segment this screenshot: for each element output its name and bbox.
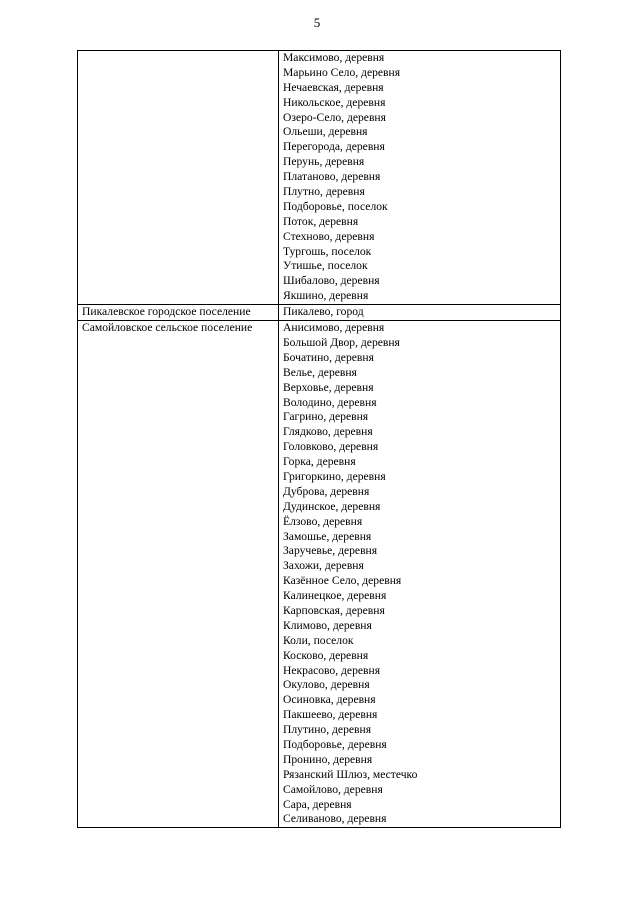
locality-item: Осиновка, деревня — [283, 693, 376, 707]
locality-item: Заручевье, деревня — [283, 544, 378, 558]
locality-item: Перегорода, деревня — [283, 140, 385, 154]
municipality-cell: Пикалевское городское поселение — [78, 305, 279, 321]
locality-item: Горка, деревня — [283, 455, 356, 469]
table-row — [78, 321, 561, 828]
locality-item: Плутно, деревня — [283, 185, 365, 199]
locality-item: Косково, деревня — [283, 648, 369, 662]
locality-item: Захожи, деревня — [283, 559, 364, 573]
locality-item: Ольеши, деревня — [283, 125, 368, 139]
locality-item: Анисимово, деревня — [283, 321, 385, 335]
municipality-cell: Самойловское сельское поселение — [78, 321, 279, 828]
locality-item: Замошье, деревня — [283, 529, 372, 543]
locality-item: Велье, деревня — [283, 365, 357, 379]
locality-item: Сара, деревня — [283, 797, 352, 811]
locality-list — [283, 321, 560, 827]
locality-item: Якшино, деревня — [283, 289, 369, 303]
locality-item: Гагрино, деревня — [283, 410, 369, 424]
locality-item: Глядково, деревня — [283, 425, 373, 439]
locality-item: Селиваново, деревня — [283, 812, 387, 826]
locality-item: Окулово, деревня — [283, 678, 370, 692]
table-row — [78, 305, 561, 321]
settlements-table — [77, 50, 561, 828]
locality-item: Плутино, деревня — [283, 723, 372, 737]
locality-item: Коли, поселок — [283, 633, 354, 647]
table-row — [78, 51, 561, 305]
locality-item: Некрасово, деревня — [283, 663, 381, 677]
locality-item: Казённое Село, деревня — [283, 574, 402, 588]
locality-item: Самойлово, деревня — [283, 782, 383, 796]
locality-item: Дудинское, деревня — [283, 499, 381, 513]
locality-item: Рязанский Шлюз, местечко — [283, 767, 418, 781]
locality-item: Тургошь, поселок — [283, 244, 372, 258]
locality-item: Пронино, деревня — [283, 752, 373, 766]
locality-item: Шибалово, деревня — [283, 274, 380, 288]
locality-list — [283, 51, 560, 304]
locality-item: Карповская, деревня — [283, 603, 385, 617]
municipality-cell — [78, 51, 279, 305]
locality-item: Марьино Село, деревня — [283, 65, 401, 79]
localities-cell — [279, 305, 561, 321]
locality-item: Утишье, поселок — [283, 259, 368, 273]
locality-item: Максимово, деревня — [283, 51, 385, 64]
locality-item: Поток, деревня — [283, 214, 359, 228]
locality-item: Головково, деревня — [283, 440, 379, 454]
locality-item: Пикалево, город — [283, 305, 364, 319]
locality-item: Никольское, деревня — [283, 95, 386, 109]
locality-item: Перунь, деревня — [283, 155, 365, 169]
locality-item: Климово, деревня — [283, 618, 372, 632]
locality-item: Большой Двор, деревня — [283, 335, 400, 349]
locality-item: Верховье, деревня — [283, 380, 374, 394]
locality-item: Дуброва, деревня — [283, 484, 370, 498]
locality-item: Бочатино, деревня — [283, 350, 374, 364]
localities-cell — [279, 321, 561, 828]
locality-item: Нечаевская, деревня — [283, 80, 384, 94]
locality-item: Калинецкое, деревня — [283, 589, 387, 603]
page-number: 5 — [313, 15, 321, 30]
locality-item: Ёлзово, деревня — [283, 514, 363, 528]
locality-item: Стехново, деревня — [283, 229, 375, 243]
localities-cell — [279, 51, 561, 305]
locality-item: Платаново, деревня — [283, 170, 381, 184]
locality-item: Подборовье, деревня — [283, 737, 387, 751]
locality-list — [283, 305, 560, 320]
locality-item: Озеро-Село, деревня — [283, 110, 386, 124]
settlements-table-body — [78, 51, 561, 828]
locality-item: Григоркино, деревня — [283, 469, 386, 483]
locality-item: Подборовье, поселок — [283, 199, 388, 213]
locality-item: Пакшеево, деревня — [283, 708, 378, 722]
locality-item: Володино, деревня — [283, 395, 377, 409]
